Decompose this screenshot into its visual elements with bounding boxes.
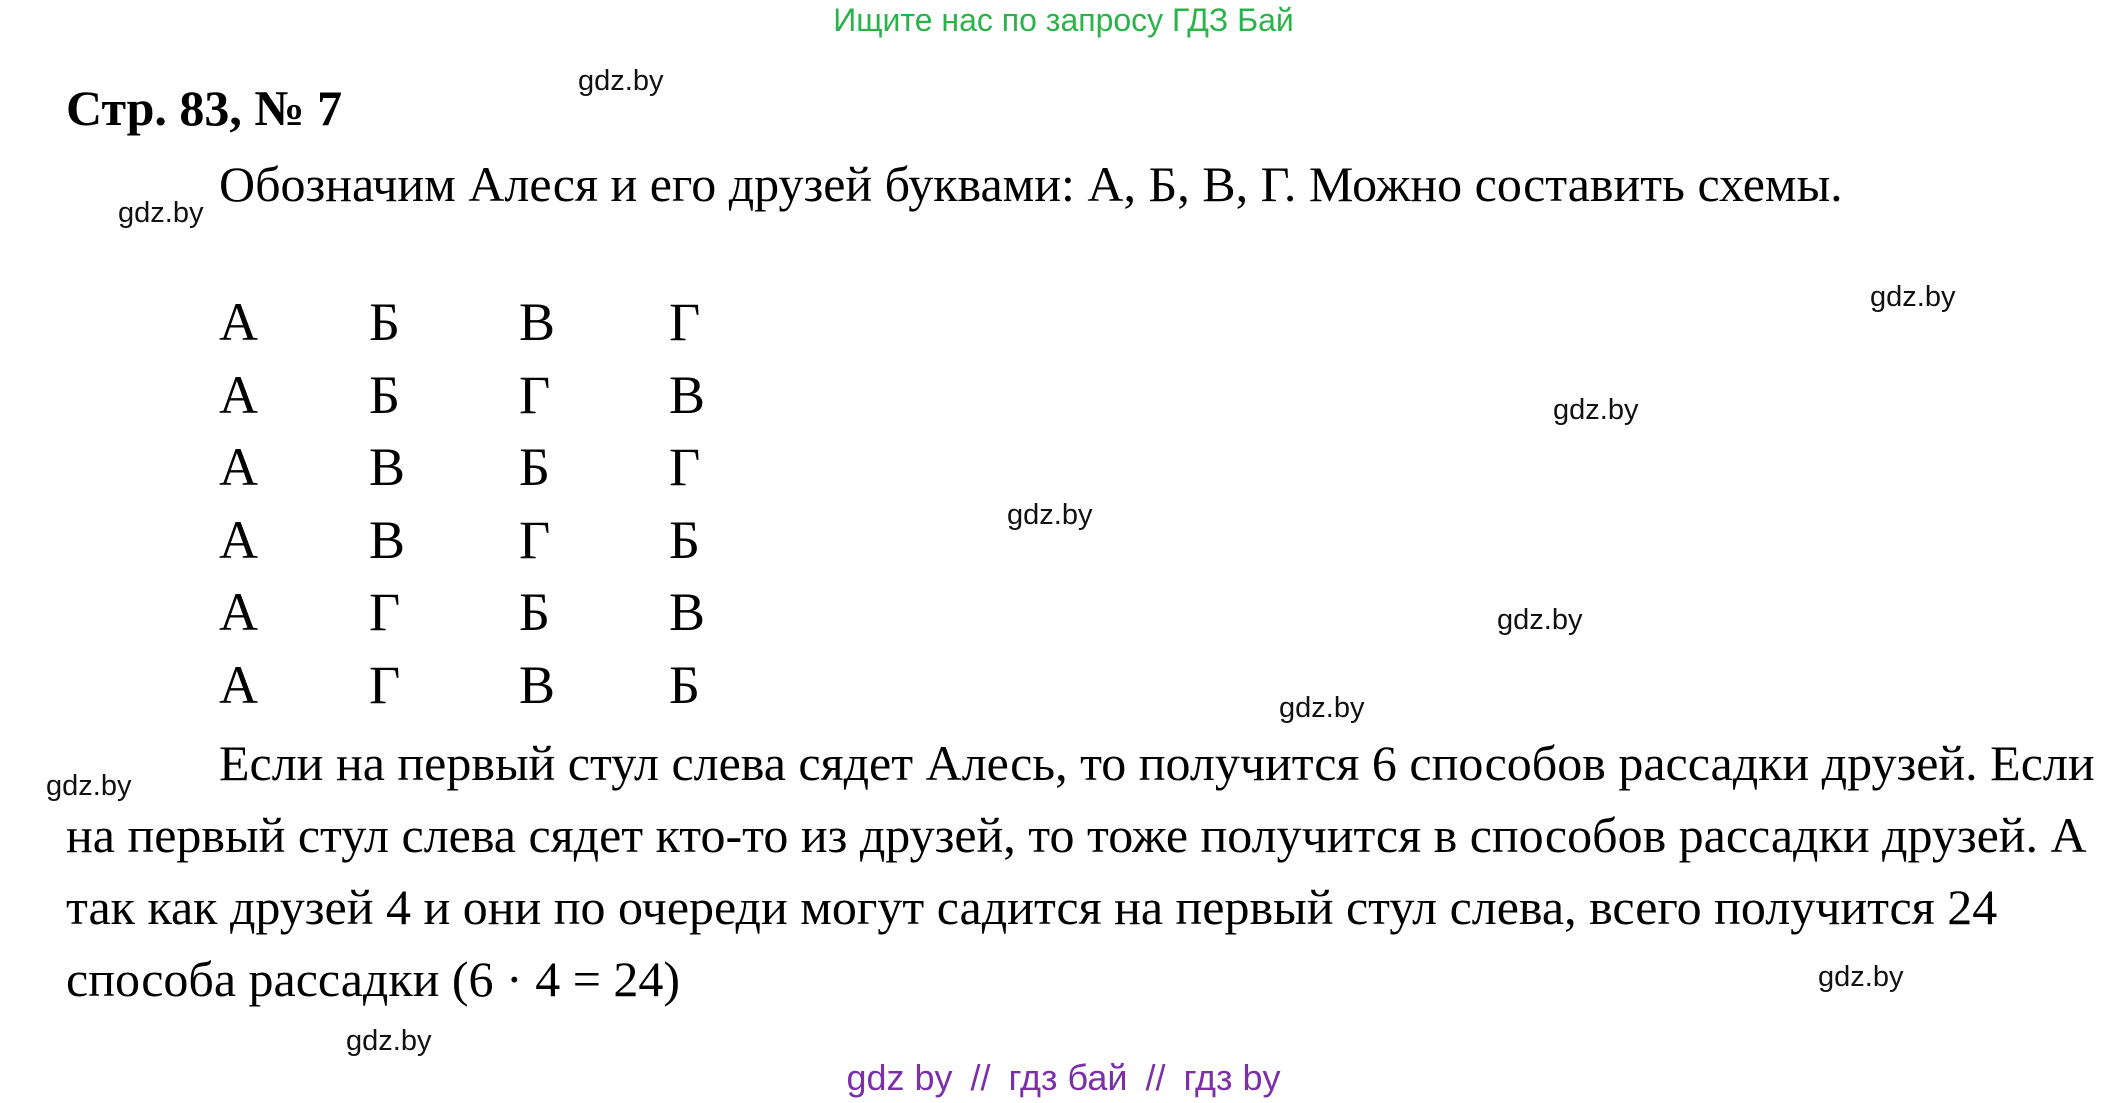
scheme-cell: Г [669, 292, 701, 352]
watermark: gdz.by [46, 770, 132, 802]
scheme-cell: Г [669, 437, 701, 497]
footer-link-gdz-bai[interactable]: гдз бай [1008, 1057, 1128, 1098]
conclusion-paragraph: Если на первый стул слева сядет Алесь, то получится 6 способов рассадки друзей. Если на первый стул слева сядет кто-то из друзей, то тоже получится в способов рассадки друзей. А так как друзей 4 и они по очереди могут садится на первый стул слева, всего получится 24 способа рассадки (6 · 4 = 24) [66, 735, 2095, 1007]
scheme-row [219, 576, 819, 649]
scheme-row [219, 359, 819, 432]
scheme-cell: В [519, 292, 556, 352]
watermark: gdz.by [1870, 281, 1956, 313]
scheme-cell: Б [369, 292, 401, 352]
footer-links [0, 1056, 2127, 1100]
scheme-cell: А [219, 437, 258, 497]
watermark: gdz.by [1553, 394, 1639, 426]
scheme-cell: Г [369, 654, 401, 715]
watermark: gdz.by [1007, 499, 1093, 531]
footer-separator: // [1145, 1057, 1166, 1098]
scheme-cell: В [519, 654, 556, 715]
footer-link-gdz-by-cyr[interactable]: гдз by [1183, 1057, 1281, 1098]
seating-schemes-table [219, 286, 819, 721]
scheme-row [219, 649, 819, 722]
scheme-cell: А [219, 509, 258, 570]
footer-separator: // [970, 1057, 991, 1098]
scheme-cell: Г [519, 509, 551, 570]
scheme-row [219, 504, 819, 577]
scheme-cell: А [219, 582, 258, 642]
scheme-cell: Г [369, 582, 401, 642]
scheme-cell: А [219, 654, 258, 715]
scheme-cell: Б [669, 654, 701, 715]
scheme-cell: В [369, 509, 406, 570]
scheme-cell: Б [519, 437, 551, 497]
scheme-cell: Б [369, 364, 401, 425]
scheme-cell: В [369, 437, 406, 497]
watermark: gdz.by [1818, 961, 1904, 993]
footer-link-gdz-by[interactable]: gdz by [846, 1057, 953, 1098]
scheme-cell: А [219, 292, 258, 352]
watermark: gdz.by [1497, 604, 1583, 636]
exercise-heading: Стр. 83, № 7 [66, 80, 343, 136]
watermark: gdz.by [118, 197, 204, 229]
watermark: gdz.by [346, 1025, 432, 1057]
scheme-cell: Б [519, 582, 551, 642]
intro-paragraph: Обозначим Алеся и его друзей буквами: А, Б, В, Г. Можно составить схемы. [219, 156, 1843, 212]
scheme-cell: В [669, 364, 706, 425]
scheme-cell: Б [669, 509, 701, 570]
scheme-cell: А [219, 364, 258, 425]
scheme-row [219, 286, 819, 359]
watermark: gdz.by [578, 65, 664, 97]
scheme-cell: Г [519, 364, 551, 425]
watermark: gdz.by [1279, 692, 1365, 724]
search-hint-banner: Ищите нас по запросу ГДЗ Бай [833, 2, 1294, 38]
scheme-row [219, 431, 819, 504]
scheme-cell: В [669, 582, 706, 642]
